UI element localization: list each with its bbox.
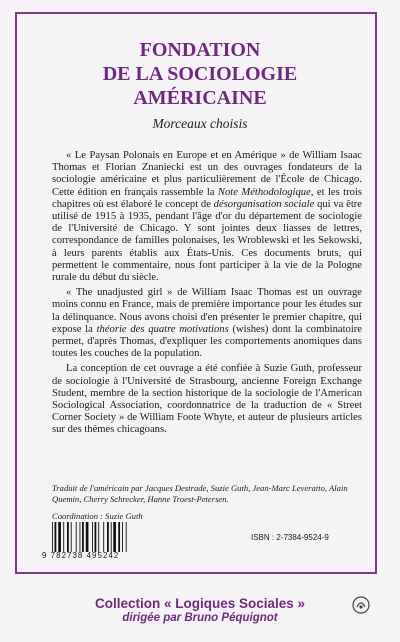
book-title-line-2: DE LA SOCIOLOGIE xyxy=(102,63,298,85)
paragraph-1 xyxy=(52,150,362,284)
paragraph-2 xyxy=(52,287,362,360)
collection-director: dirigée par Bruno Péquignot xyxy=(122,612,278,624)
paragraph-3: La conception de cet ouvrage a été confiée à Suzie Guth, professeur de sociologie à l'Université de Strasbourg, ancienne Foreign Exchange Student, membre de la section historique de la sociologie de l'American Sociological Association, coordonnatrice de la traduction de « Street Corner Society » de William Foote Whyte, et auteur de plusieurs articles sur des thèmes chicagoans. xyxy=(52,363,362,436)
paragraph-2-text-c: (wishes) dont la combinatoire permet, d'après Thomas, d'expliquer les comportements anomiques dans toutes les couches de la population. xyxy=(52,323,362,360)
paragraph-1-italic-b: Note Méthodologique xyxy=(217,186,311,198)
paragraph-1-text-e: qui va être utilisé de 1915 à 1935, pendant l'âge d'or du département de sociologie de l'Université de Chicago. Y sont jointes deux liasses de lettres, correspondance de familles polonaises, les Wroblewski et les Sekowski, à leurs parents établis aux États-Unis. Ces documents bruts, qui permettent le commentaire, nous font participer à la vie de la Pologne rurale du début du siècle. xyxy=(52,198,362,284)
coordination-credit: Coordination : Suzie Guth xyxy=(52,511,143,521)
book-title-line-1: FONDATION xyxy=(139,39,261,61)
paragraph-2-italic-b: théorie des quatre motivations xyxy=(96,323,229,335)
barcode-number: 9 782738 495242 xyxy=(42,551,120,560)
paragraph-2-text-a: « The unadjusted girl » de William Isaac Thomas est un ouvrage moins connu en France, mais de première importance pour les études sur la délinquance. Nous avons choisi d'en présenter le premier chapitre, qui expose la xyxy=(52,287,362,335)
paragraph-1-text-a: « Le Paysan Polonais en Europe et en Amérique » de William Isaac Thomas et Florian Znaniecki est un des ouvrages fondateurs de la sociologie américaine et plus particulièrement de l'École de Chicago. Cette édition en français rassemble la xyxy=(52,150,362,198)
barcode xyxy=(52,522,152,552)
collection-name: Collection « Logiques Sociales » xyxy=(94,596,306,611)
back-cover-text xyxy=(52,150,362,440)
isbn: ISBN : 2-7384-9524-9 xyxy=(251,533,329,542)
paragraph-1-italic-d: désorganisation sociale xyxy=(213,198,315,210)
paragraph-1-text-c: , et les trois chapitres où est élaboré le concept de xyxy=(52,186,363,210)
credits xyxy=(52,483,352,522)
book-title-line-3: AMÉRICAINE xyxy=(133,87,267,109)
publisher-logo-icon xyxy=(352,596,370,614)
translators-credit: Traduit de l'américain par Jacques Destrade, Suzie Guth, Jean-Marc Leveratto, Alain Quemin, Cherry Schrecker, Hanne Troest-Petersen. xyxy=(52,483,348,504)
book-subtitle: Morceaux choisis xyxy=(152,116,248,131)
